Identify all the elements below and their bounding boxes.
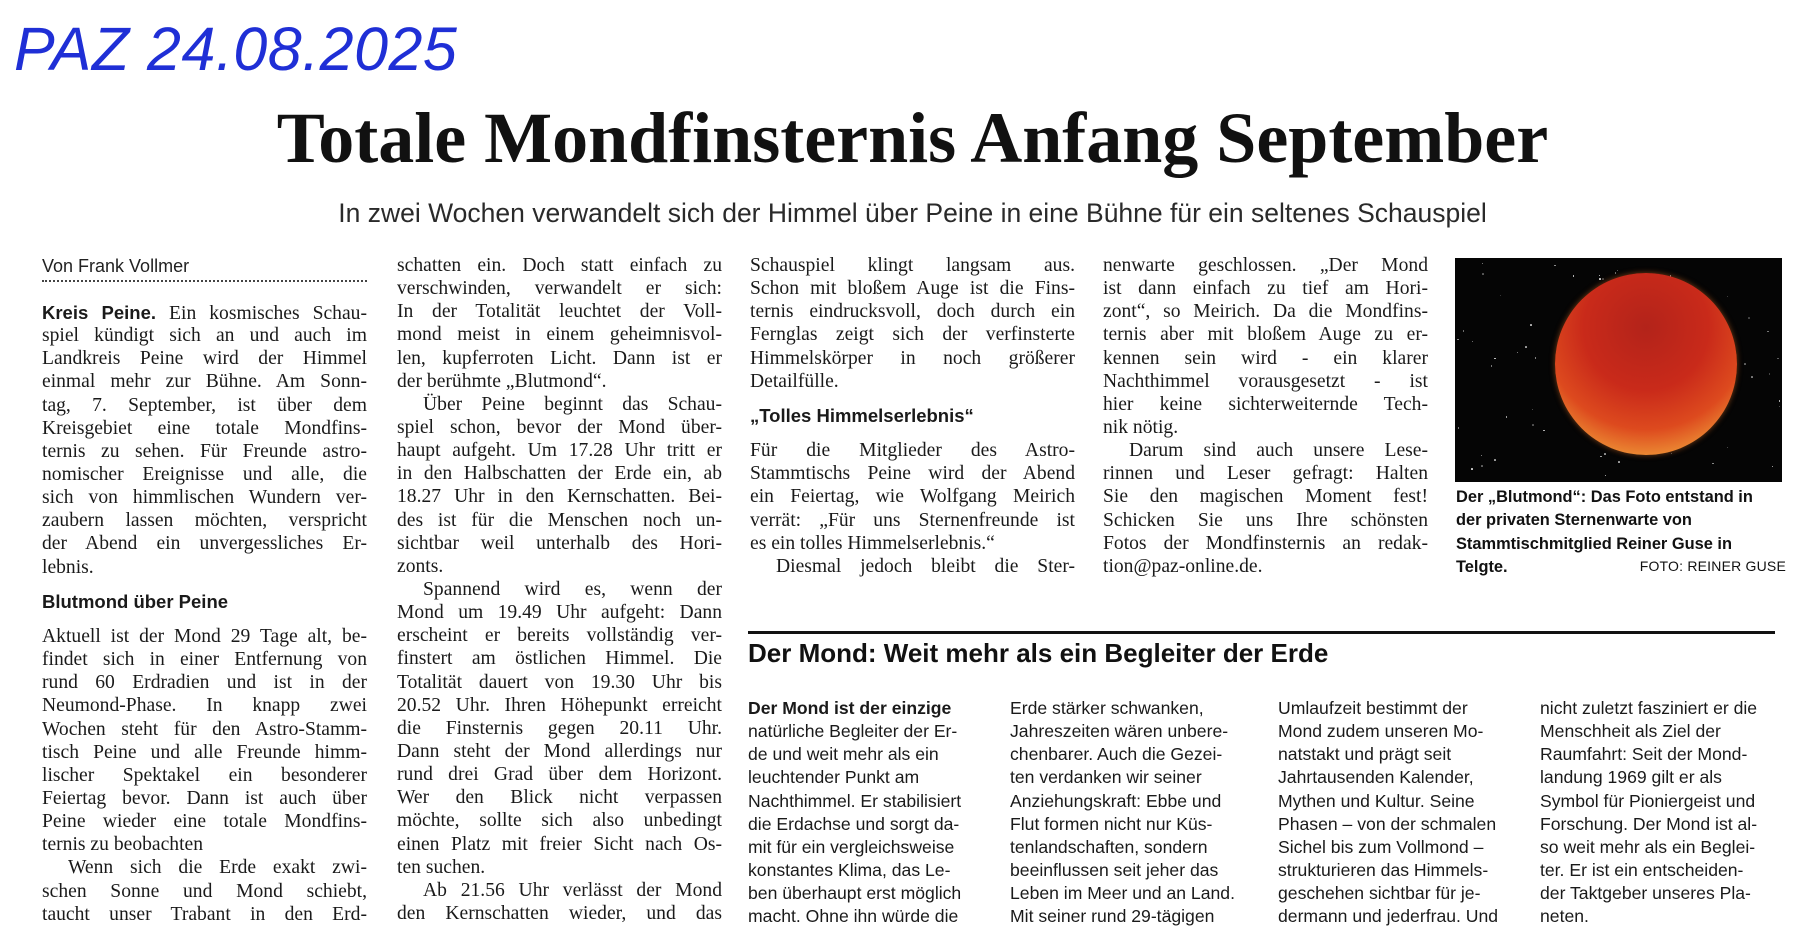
text-line: geschehen sichtbar für je- (1278, 883, 1481, 904)
text-line: Darum sind auch unsere Lese- (1129, 440, 1428, 462)
caption-line: Der „Blutmond“: Das Foto entstand in (1456, 488, 1753, 506)
star (1481, 455, 1483, 457)
star (1618, 461, 1620, 463)
text-line: Jahreszeiten wären unbere- (1010, 721, 1229, 742)
star (1671, 453, 1673, 455)
text-line: ternis eindrucksvoll, doch durch ein (750, 301, 1075, 323)
text-line: Totalität dauert von 19.30 Uhr bis (397, 671, 722, 693)
text-line: zont“, so Meirich. Da die Mondfins- (1103, 301, 1428, 323)
text-line: sichtbar weil unterhalb des Hori- (397, 532, 722, 554)
text-line: ternis zu beobachten (42, 834, 204, 856)
star (1472, 341, 1474, 343)
text-line: Menschheit als Ziel der (1540, 721, 1721, 742)
text-line: Himmelskörper in noch größerer (750, 347, 1075, 369)
star (1772, 466, 1774, 468)
text-line: Stammtischs Peine wird der Abend (750, 463, 1075, 485)
star (1530, 324, 1532, 326)
text-line: Schicken Sie uns Ihre schönsten (1103, 509, 1428, 531)
star (1602, 278, 1604, 280)
star (1769, 373, 1771, 375)
text-line: Umlaufzeit bestimmt der (1278, 698, 1468, 718)
text-line: tion@paz-online.de. (1103, 555, 1263, 577)
text-line: Raumfahrt: Seit der Mond- (1540, 744, 1748, 765)
moon-image (1555, 273, 1737, 455)
text-line: nicht zuletzt fasziniert er die (1540, 698, 1758, 718)
text-line: nenwarte geschlossen. „Der Mond (1103, 255, 1428, 276)
text-line: taucht unser Trabant in den Erd- (42, 903, 367, 925)
text-line: leuchtender Punkt am (748, 767, 920, 788)
star (1532, 409, 1534, 411)
star (1481, 465, 1483, 467)
caption-line: Stammtischmitglied Reiner Guse in (1456, 534, 1732, 553)
star (1751, 376, 1753, 378)
text-line: Schauspiel klingt langsam aus. (750, 255, 1075, 276)
dateline: Kreis Peine. (42, 302, 157, 323)
text-line: Ab 21.56 Uhr verlässt der Mond (423, 879, 722, 901)
text-line: verrät: „Für uns Sternenfreunde ist (750, 509, 1075, 531)
text-line: einen Platz mit freier Sicht nach Os- (397, 833, 722, 855)
text-line: ist dann einfach zu tief am Hori- (1103, 278, 1428, 300)
text-line: nomischer Ereignisse und alle, die (42, 463, 367, 485)
text-line: die Finsternis gegen 20.11 Uhr. (397, 717, 722, 739)
text-line: Spannend wird es, wenn der (423, 578, 722, 600)
article-column (42, 254, 367, 926)
text-line: Mond um 19.49 Uhr aufgeht: Dann (397, 602, 722, 624)
text-line: natürliche Begleiter der Er- (748, 721, 958, 742)
section-heading: „Tolles Himmelserlebnis“ (750, 404, 974, 426)
text-line: möchte, sollte sich also unbedingt (397, 810, 722, 832)
caption-line: Telgte. (1456, 557, 1508, 576)
text-line: Wochen steht für den Astro-Stamm- (42, 718, 367, 740)
text-line: rund drei Grad über dem Horizont. (397, 764, 722, 786)
text-line: Aktuell ist der Mond 29 Tage alt, be- (42, 625, 367, 647)
text-line: Flut formen nicht nur Küs- (1010, 813, 1213, 834)
section-heading: Blutmond über Peine (42, 590, 229, 612)
star (1712, 463, 1714, 465)
infobox-column (748, 697, 993, 928)
text-line: ter. Er ist ein entscheiden- (1540, 859, 1744, 880)
text-line: Fernglas zeigt sich der verfinsterte (750, 324, 1075, 346)
photo-caption (1456, 486, 1786, 579)
text-line: Schon mit bloßem Auge ist die Fins- (750, 278, 1075, 300)
text-line: Wer den Blick nicht verpassen (397, 787, 722, 809)
star (1457, 339, 1459, 341)
line-text: Ein kosmisches Schau- (169, 303, 367, 324)
text-line: Kreisgebiet eine totale Mondfins- (42, 417, 367, 439)
text-line: der Abend ein unvergessliches Er- (42, 533, 367, 555)
text-line: kennen sein wird - ein klarer (1103, 347, 1428, 369)
article-column (750, 254, 1075, 578)
text-line: des ist für die Menschen noch un- (397, 509, 722, 531)
text-line: finstert am östlichen Himmel. Die (397, 648, 722, 670)
star (1744, 363, 1746, 365)
text-line: Über Peine beginnt das Schau- (423, 393, 722, 415)
text-line (42, 301, 367, 324)
text-line: Mythen und Kultur. Seine (1278, 790, 1475, 811)
caption-line: der privaten Sternenwarte von (1456, 511, 1692, 530)
text-line: Symbol für Pioniergeist und (1540, 790, 1756, 811)
text-line: haupt aufgeht. Um 17.28 Uhr tritt er (397, 440, 722, 462)
text-line: Detailfülle. (750, 370, 839, 392)
star (1482, 263, 1484, 265)
text-line: Neumond-Phase. In knapp zwei (42, 695, 367, 717)
headline: Totale Mondfinsternis Anfang September (276, 98, 1549, 178)
text-line: natstakt und prägt seit (1278, 744, 1452, 765)
text-line: Sie den magischen Moment fest! (1103, 486, 1428, 508)
text-line: findet sich in einer Entfernung von (42, 649, 367, 671)
photo-credit: FOTO: REINER GUSE (1639, 557, 1786, 574)
text-line: ben überhaupt erst möglich (748, 883, 962, 904)
text-line: len, kupferroten Licht. Dann ist er (397, 347, 722, 369)
text-line: Wenn sich die Erde exakt zwi- (68, 857, 367, 879)
text-line: strukturieren das Himmels- (1278, 859, 1489, 880)
star (1600, 456, 1602, 458)
text-line: spiel schon, bevor der Mond über- (397, 416, 722, 438)
text-line: der berühmte „Blutmond“. (397, 370, 607, 392)
text-line: Leben im Meer und an Land. (1010, 883, 1235, 904)
star (1779, 400, 1781, 402)
star (1599, 275, 1601, 277)
text-line: Diesmal jedoch bleibt die Ster- (776, 555, 1075, 577)
star (1506, 416, 1508, 418)
text-line: tag, 7. September, ist über dem (42, 394, 367, 416)
text-line: mit für ein vergleichsweise (748, 836, 955, 857)
text-line: es ein tolles Himmelserlebnis.“ (750, 532, 995, 554)
author-byline: Von Frank Vollmer (42, 254, 367, 282)
text-line: Für die Mitglieder des Astro- (750, 440, 1075, 462)
star (1615, 272, 1617, 274)
text-line: tisch Peine und alle Freunde himm- (42, 741, 367, 763)
text-line: 20.52 Uhr. Ihren Höhepunkt erreicht (397, 694, 722, 716)
text-line: nik nötig. (1103, 416, 1179, 438)
text-line: ternis zu sehen. Für Freunde astro- (42, 440, 367, 462)
star (1471, 468, 1473, 470)
text-line: zonts. (397, 555, 444, 577)
text-line: mond meist in einem geheimnisvol- (397, 324, 722, 346)
text-line: verschwinden, verwandelt er sich: (397, 278, 722, 300)
infobox-rule (748, 631, 1775, 634)
text-line: rinnen und Leser gefragt: Halten (1103, 463, 1428, 485)
text-line: so weit mehr als ein Beglei- (1540, 836, 1756, 857)
text-line: ten suchen. (397, 856, 486, 878)
text-line: lischer Spektakel ein besonderer (42, 764, 367, 786)
star (1605, 475, 1607, 477)
infobox-column (1278, 697, 1523, 928)
text-line: neten. (1540, 906, 1589, 927)
infobox-column (1540, 697, 1785, 928)
text-line: hier keine sichterweiternde Tech- (1103, 393, 1428, 415)
article-column (1103, 254, 1428, 578)
star (1617, 270, 1619, 272)
text-line: Feiertag bevor. Dann ist auch über (42, 787, 367, 809)
star (1535, 357, 1537, 359)
publication-date-label: PAZ 24.08.2025 (14, 15, 458, 83)
article-column (397, 254, 722, 925)
text-line: Erde stärker schwanken, (1010, 698, 1204, 718)
star (1767, 331, 1769, 333)
text-line: Landkreis Peine wird der Himmel (42, 348, 367, 370)
star (1494, 358, 1496, 360)
text-line: Mit seiner rund 29-tägigen (1010, 906, 1215, 927)
text-line: macht. Ohne ihn würde die (748, 906, 959, 927)
text-line: chenbarer. Auch die Gezei- (1010, 744, 1223, 765)
text-line: Nachthimmel. Er stabilisiert (748, 790, 962, 811)
lead-text: Der Mond ist der einzige (748, 698, 952, 718)
star (1604, 453, 1606, 455)
star (1463, 330, 1465, 332)
text-line: Fotos der Mondfinsternis an redak- (1103, 532, 1428, 554)
star (1777, 358, 1779, 360)
infobox-lead (748, 697, 993, 720)
infobox-title: Der Mond: Weit mehr als ein Begleiter der Erde (748, 638, 1329, 668)
infobox-column (1010, 697, 1255, 928)
text-line: der Taktgeber unseres Pla- (1540, 883, 1751, 904)
text-line: Anziehungskraft: Ebbe und (1010, 790, 1222, 811)
star (1727, 296, 1729, 298)
text-line: landung 1969 gilt er als (1540, 767, 1722, 788)
star (1573, 275, 1575, 277)
star (1599, 278, 1601, 280)
text-line: Phasen – von der schmalen (1278, 813, 1497, 834)
star (1525, 346, 1527, 348)
text-line: schen Sonne und Mond schiebt, (42, 880, 367, 902)
text-line: Jahrtausenden Kalender, (1278, 767, 1474, 788)
text-line: schatten ein. Doch statt einfach zu (397, 255, 722, 276)
text-line: die Erdachse und sorgt da- (748, 813, 960, 834)
text-line: in den Halbschatten der Erde ein, ab (397, 463, 722, 485)
text-line: 18.27 Uhr in den Kernschatten. Bei- (397, 486, 722, 508)
star (1779, 406, 1781, 408)
text-line: tenlandschaften, sondern (1010, 836, 1208, 857)
text-line: In der Totalität leuchtet der Voll- (397, 301, 722, 323)
star (1543, 430, 1545, 432)
text-line: einmal mehr zur Bühne. Am Sonn- (42, 371, 367, 393)
star (1517, 352, 1519, 354)
subheadline: In zwei Wochen verwandelt sich der Himmel über Peine in eine Bühne für ein seltenes Schauspiel (338, 198, 1487, 228)
text-line: Sichel bis zum Vollmond – (1278, 836, 1484, 857)
text-line: spiel kündigt sich an und auch im (42, 325, 367, 347)
text-line: den Kernschatten wieder, und das (397, 902, 722, 924)
star (1458, 427, 1460, 429)
blood-moon-photo (1455, 258, 1782, 482)
text-line: de und weit mehr als ein (748, 744, 939, 765)
star (1748, 317, 1750, 319)
text-line: ein Feiertag, wie Wolfgang Meirich (750, 486, 1075, 508)
text-line: zaubern lassen möchten, verspricht (42, 510, 367, 532)
star (1554, 265, 1556, 267)
text-line: ternis aber mit bloßem Auge zu er- (1103, 324, 1428, 346)
text-line: ten verdanken wir seiner (1010, 767, 1202, 788)
text-line: erscheint er bereits vollständig ver- (397, 625, 722, 647)
text-line: beeinflussen seit jeher das (1010, 859, 1219, 880)
text-line: dermann und jederfrau. Und (1278, 906, 1499, 927)
text-line: rund 60 Erdradien und ist in der (42, 672, 367, 694)
star (1532, 424, 1534, 426)
star (1491, 365, 1493, 367)
text-line: Peine wieder eine totale Mondfins- (42, 811, 367, 833)
text-line: Mond zudem unseren Mo- (1278, 721, 1484, 742)
text-line: konstantes Klima, das Le- (748, 859, 951, 880)
text-line: sich von himmlischen Wundern ver- (42, 487, 367, 509)
text-line: Nachthimmel vorausgesetzt - ist (1103, 370, 1428, 392)
text-line: Forschung. Der Mond ist al- (1540, 813, 1758, 834)
star (1727, 447, 1729, 449)
star (1494, 459, 1496, 461)
star (1500, 295, 1502, 297)
text-line: lebnis. (42, 556, 94, 578)
star (1482, 273, 1484, 275)
text-line: Dann steht der Mond allerdings nur (397, 740, 722, 762)
